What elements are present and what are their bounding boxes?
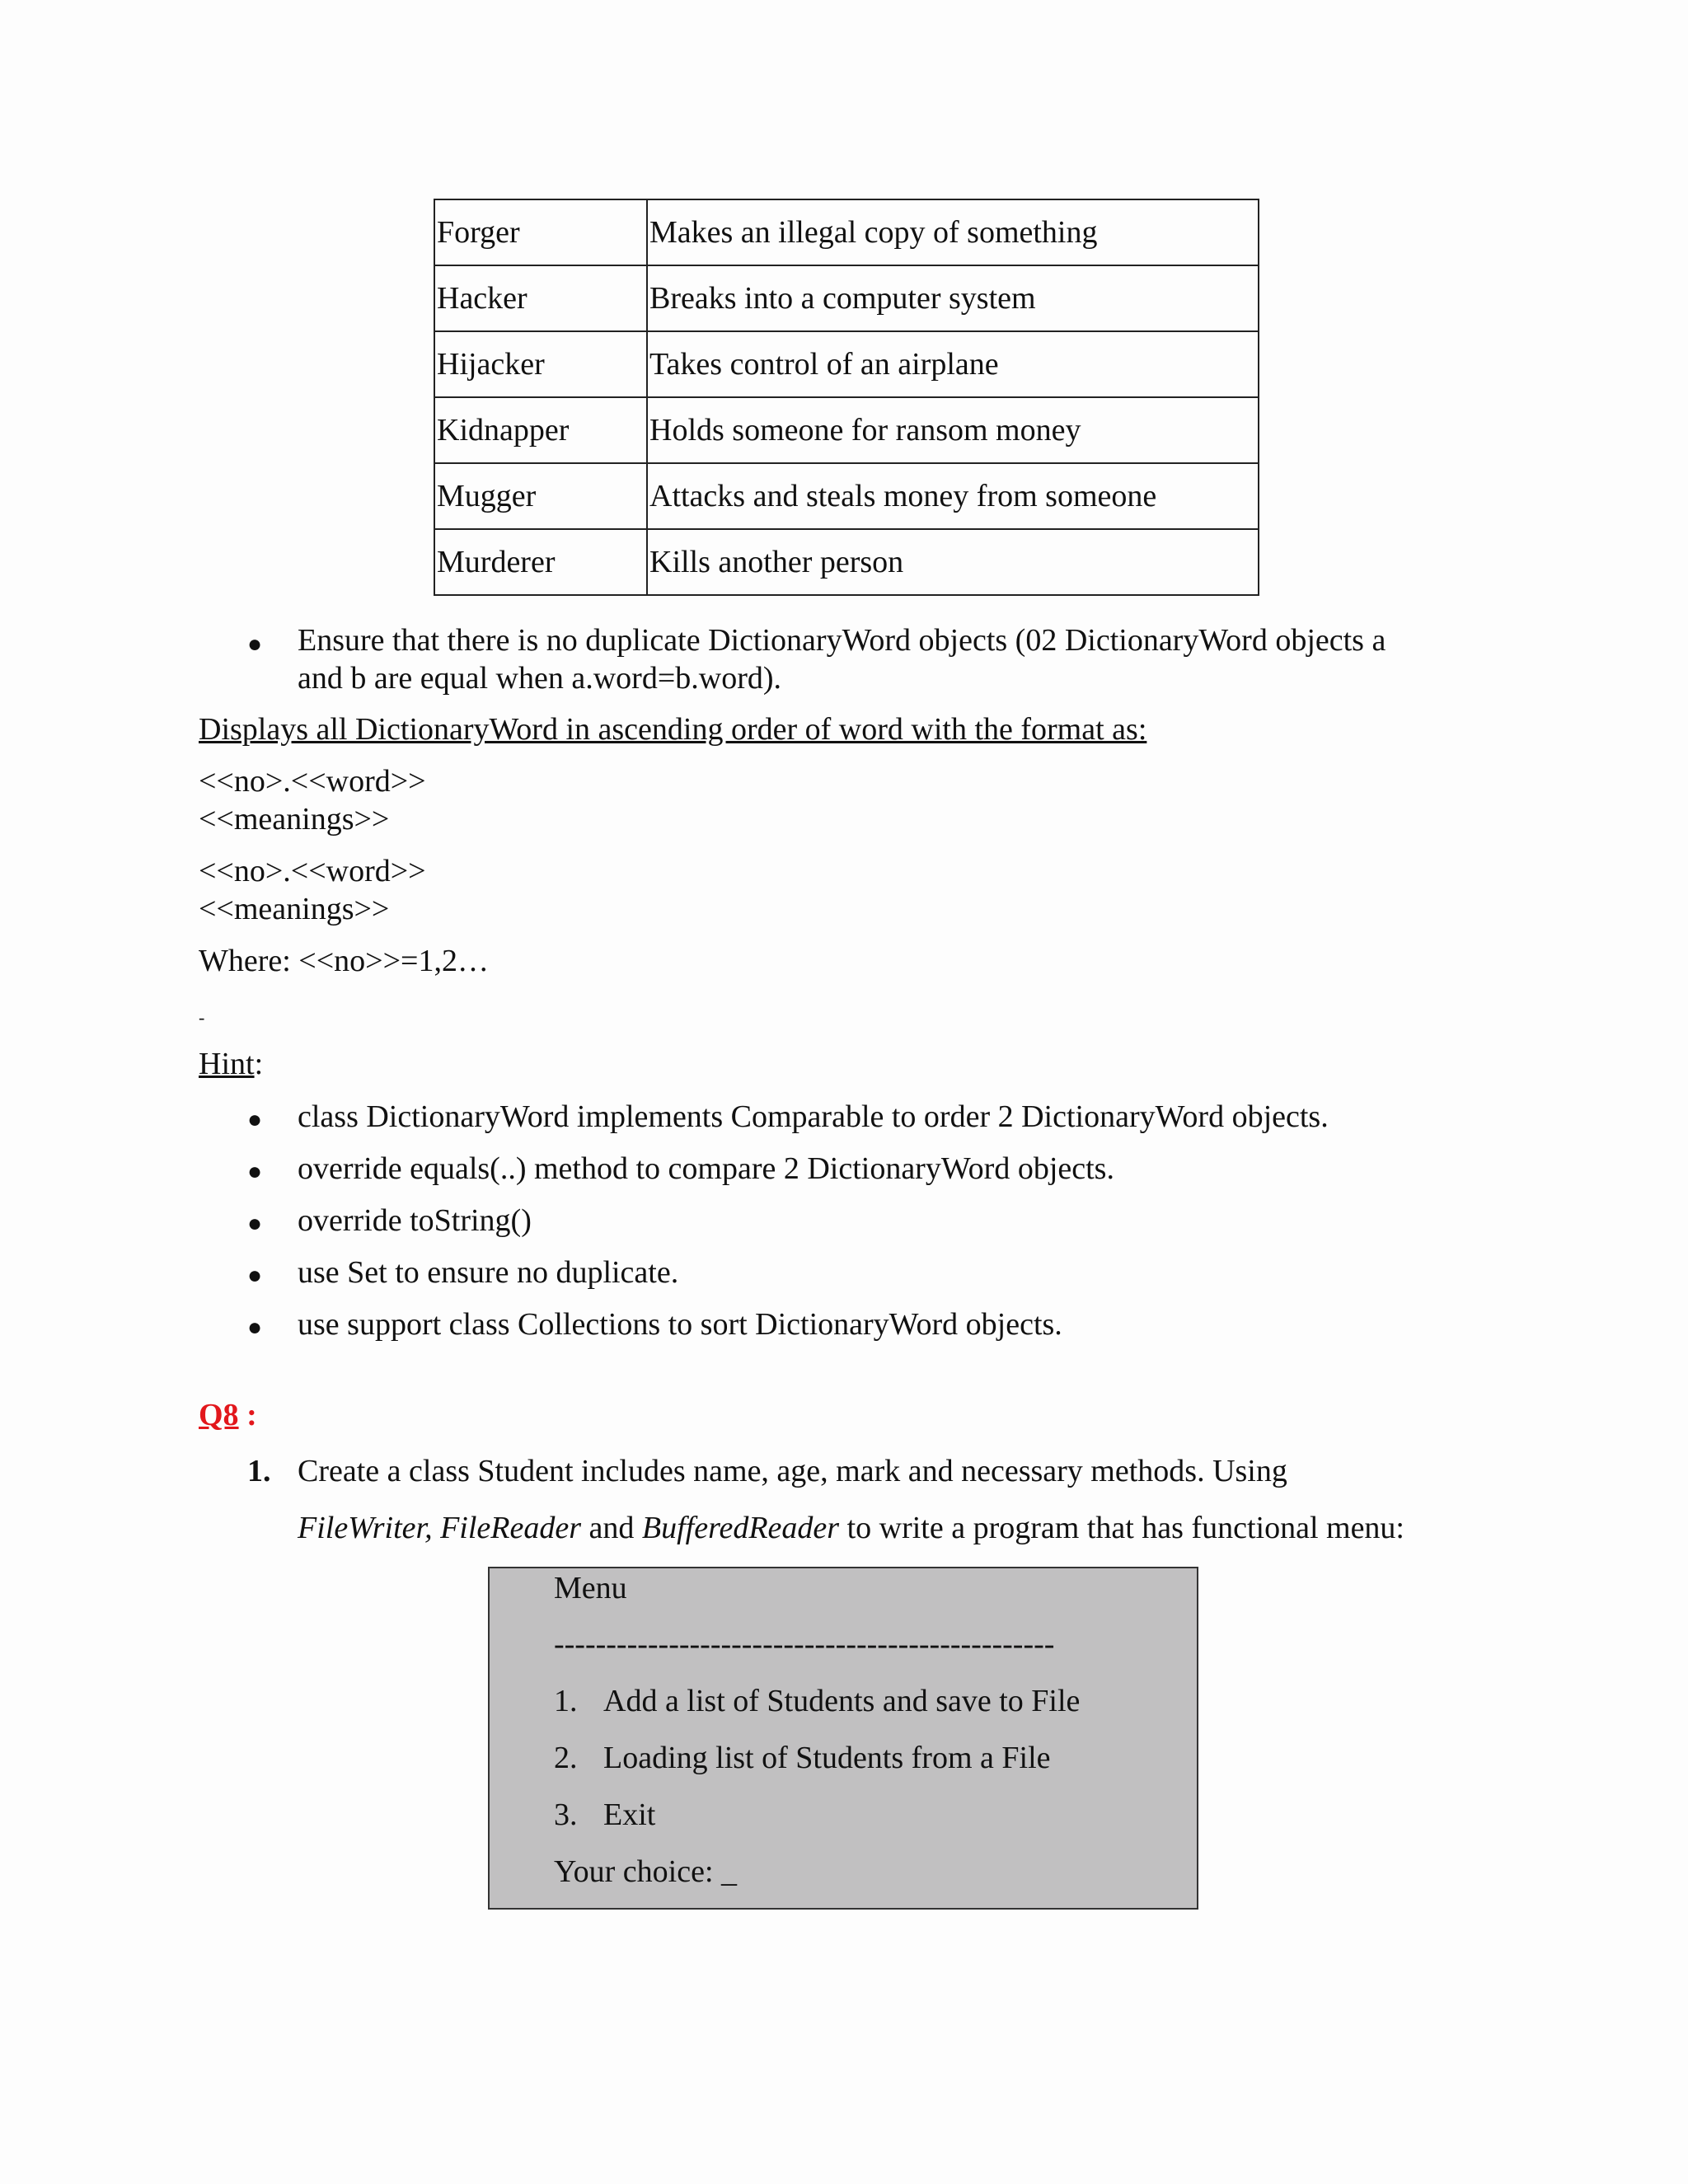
table-cell-word: Forger (434, 199, 647, 265)
table-row (434, 331, 1259, 397)
bullet-icon: ● (247, 1106, 263, 1133)
q8-colon: : (246, 1398, 257, 1432)
menu-title: Menu (554, 1571, 627, 1605)
bullet-icon: ● (247, 630, 263, 658)
q8-classes-a: FileWriter, FileReader (298, 1511, 582, 1545)
table-cell-word: Hijacker (434, 331, 647, 397)
q8-line-2 (298, 1509, 1404, 1547)
menu-prompt: Your choice: _ (554, 1854, 738, 1889)
q8-item-number: 1. (247, 1454, 271, 1488)
format-entry-2-meanings: <<meanings>> (199, 892, 390, 926)
menu-option-label: Add a list of Students and save to File (603, 1684, 1081, 1718)
ensure-line-1: Ensure that there is no duplicate DictionaryWord objects (02 DictionaryWord objects a (298, 623, 1386, 658)
bullet-icon: ● (247, 1314, 263, 1341)
menu-option-number: 2. (554, 1741, 578, 1775)
hint-heading (199, 1045, 263, 1083)
menu-option (554, 1683, 1080, 1719)
format-entry-1-word: <<no>.<<word>> (199, 764, 426, 799)
format-entry-1-meanings: <<meanings>> (199, 802, 390, 837)
hint-label: Hint (199, 1047, 255, 1081)
table-cell-meaning: Holds someone for ransom money (647, 397, 1259, 463)
table-cell-meaning: Takes control of an airplane (647, 331, 1259, 397)
q8-line-1: Create a class Student includes name, age, mark and necessary methods. Using (298, 1454, 1287, 1488)
menu-option-number: 3. (554, 1797, 578, 1832)
menu-option-number: 1. (554, 1684, 578, 1718)
menu-option (554, 1797, 655, 1833)
menu-option-label: Loading list of Students from a File (603, 1741, 1051, 1775)
hint-colon: : (254, 1047, 264, 1081)
hint-item: class DictionaryWord implements Comparable to order 2 DictionaryWord objects. (298, 1099, 1329, 1134)
menu-box (488, 1567, 1198, 1910)
dash-mark: - (199, 1007, 205, 1028)
menu-option (554, 1740, 1051, 1776)
menu-separator: ------------------------------------------------ (554, 1627, 1055, 1661)
q8-classes-b: BufferedReader (641, 1511, 840, 1545)
table-row (434, 463, 1259, 529)
table-cell-meaning: Kills another person (647, 529, 1259, 595)
table-row (434, 265, 1259, 331)
bullet-icon: ● (247, 1262, 263, 1289)
q8-label: Q8 (199, 1398, 239, 1432)
table-cell-meaning: Breaks into a computer system (647, 265, 1259, 331)
hint-item: override equals(..) method to compare 2 DictionaryWord objects. (298, 1151, 1114, 1186)
hint-item: use support class Collections to sort DictionaryWord objects. (298, 1307, 1062, 1342)
format-entry-2-word: <<no>.<<word>> (199, 854, 426, 888)
table-cell-word: Mugger (434, 463, 647, 529)
table-cell-word: Kidnapper (434, 397, 647, 463)
menu-option-label: Exit (603, 1797, 656, 1832)
hint-item: use Set to ensure no duplicate. (298, 1255, 679, 1290)
table-row (434, 397, 1259, 463)
vocabulary-table (434, 199, 1259, 596)
table-cell-word: Murderer (434, 529, 647, 595)
table-row (434, 199, 1259, 265)
table-cell-meaning: Makes an illegal copy of something (647, 199, 1259, 265)
display-heading: Displays all DictionaryWord in ascending order of word with the format as: (199, 712, 1147, 747)
q8-line-2-rest: to write a program that has functional menu: (839, 1511, 1404, 1545)
format-where: Where: <<no>>=1,2… (199, 944, 489, 978)
q8-and: and (581, 1511, 642, 1545)
table-cell-word: Hacker (434, 265, 647, 331)
hint-item: override toString() (298, 1203, 532, 1238)
bullet-icon: ● (247, 1210, 263, 1237)
bullet-icon: ● (247, 1158, 263, 1185)
ensure-line-2: and b are equal when a.word=b.word). (298, 661, 781, 696)
q8-heading (199, 1396, 257, 1434)
table-row (434, 529, 1259, 595)
table-cell-meaning: Attacks and steals money from someone (647, 463, 1259, 529)
